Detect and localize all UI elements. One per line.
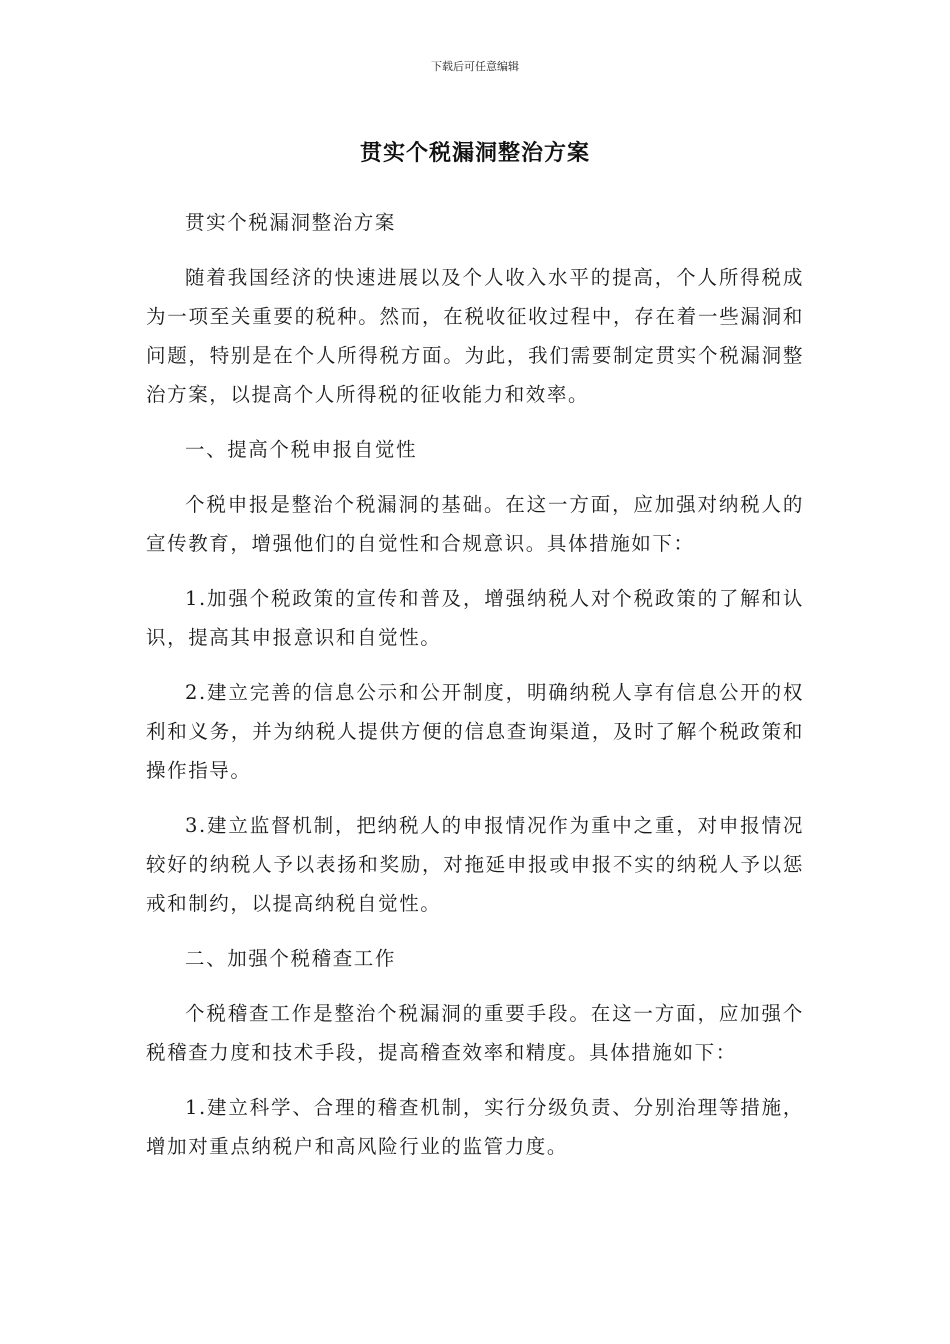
paragraph-section-2: 个税稽查工作是整治个税漏洞的重要手段。在这一方面，应加强个税稽查力度和技术手段，提高稽查效率和精度。具体措施如下： <box>146 1002 804 1064</box>
list-item-1-2: 2.建立完善的信息公示和公开制度，明确纳税人享有信息公开的权利和义务，并为纳税人提供方便的信息查询渠道，及时了解个税政策和操作指导。 <box>146 681 804 782</box>
list-item-1-3: 3.建立监督机制，把纳税人的申报情况作为重中之重，对申报情况较好的纳税人予以表扬和奖励，对拖延申报或申报不实的纳税人予以惩戒和制约，以提高纳税自觉性。 <box>146 814 804 915</box>
list-item-1-1: 1.加强个税政策的宣传和普及，增强纳税人对个税政策的了解和认识，提高其申报意识和自觉性。 <box>146 587 804 649</box>
document-title: 贯实个税漏洞整治方案 <box>359 141 590 166</box>
list-item-2-1: 1.建立科学、合理的稽查机制，实行分级负责、分别治理等措施，增加对重点纳税户和高风险行业的监管力度。 <box>146 1096 804 1158</box>
document-body <box>146 203 804 1182</box>
paragraph-intro: 随着我国经济的快速进展以及个人收入水平的提高，个人所得税成为一项至关重要的税种。然而，在税收征收过程中，存在着一些漏洞和问题，特别是在个人所得税方面。为此，我们需要制定贯实个税漏洞整治方案，以提高个人所得税的征收能力和效率。 <box>146 266 804 406</box>
header-note: 下载后可任意编辑 <box>431 60 519 73</box>
section-heading-1: 一、提高个税申报自觉性 <box>185 438 418 461</box>
paragraph-section-1: 个税申报是整治个税漏洞的基础。在这一方面，应加强对纳税人的宣传教育，增强他们的自觉性和合规意识。具体措施如下： <box>146 493 804 555</box>
section-heading-2: 二、加强个税稽查工作 <box>185 947 397 970</box>
paragraph-subtitle: 贯实个税漏洞整治方案 <box>185 211 397 234</box>
